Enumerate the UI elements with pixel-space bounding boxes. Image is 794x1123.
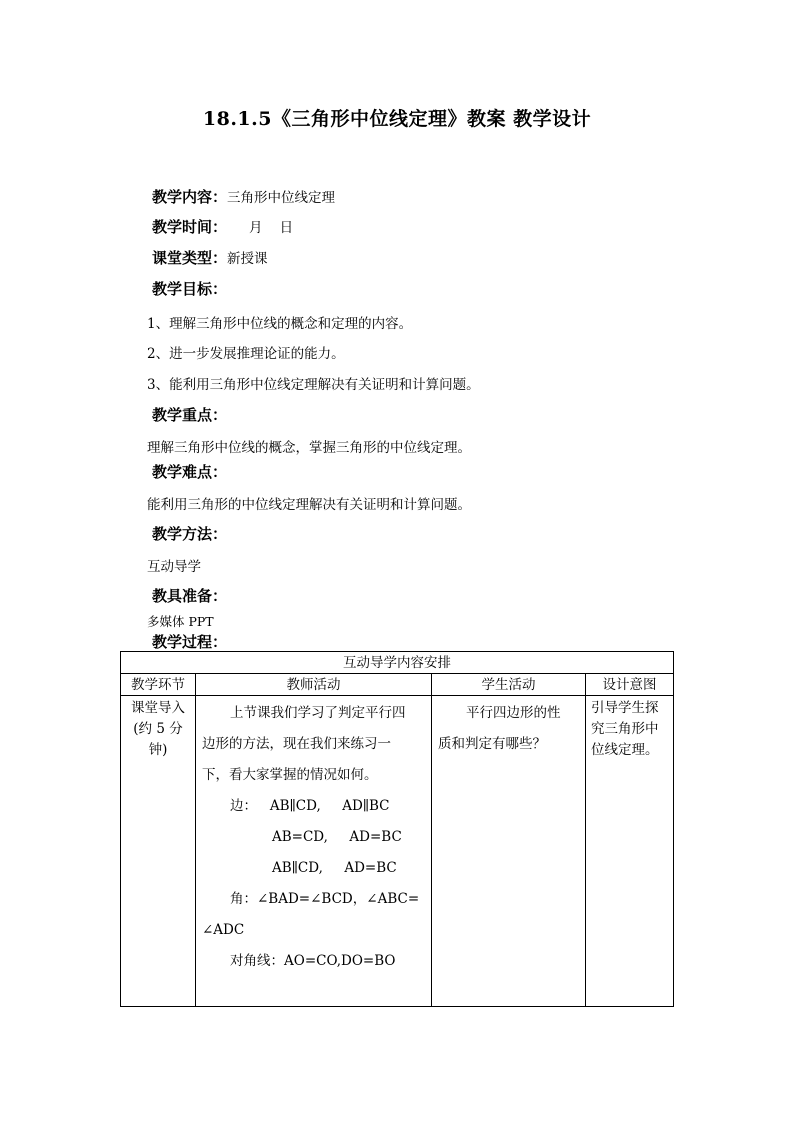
objectives-heading: 教学目标： (152, 280, 228, 298)
method-text: 互动导学 (147, 559, 201, 575)
tools-heading: 教具准备： (152, 587, 228, 605)
column-header: 教师活动 (196, 674, 432, 696)
type-value: 新授课 (227, 251, 268, 267)
design-intent-cell: 引导学生探究三角形中位线定理。 (586, 696, 674, 1007)
content-row (152, 186, 335, 207)
tools-text: 多媒体 PPT (147, 614, 214, 629)
teacher-line: 边形的方法，现在我们来练习一 (202, 736, 391, 752)
teacher-line: 对角线：AO=CO,DO=BO (230, 953, 396, 969)
content-label: 教学内容： (152, 188, 228, 206)
column-header: 教学环节 (121, 674, 196, 696)
teacher-line: AB=CD, AD=BC (272, 829, 402, 845)
objective-item: 1、理解三角形中位线的概念和定理的内容。 (147, 316, 413, 332)
objective-item: 3、能利用三角形中位线定理解决有关证明和计算问题。 (147, 377, 480, 393)
column-header: 学生活动 (432, 674, 586, 696)
table-row (121, 696, 674, 1007)
time-label: 教学时间： (152, 218, 228, 236)
type-label: 课堂类型： (152, 249, 228, 267)
difficulties-heading: 教学难点： (152, 463, 228, 481)
table-header-row (121, 674, 674, 696)
content-value: 三角形中位线定理 (227, 190, 336, 206)
difficulties-text: 能利用三角形的中位线定理解决有关证明和计算问题。 (147, 497, 471, 513)
teacher-line: 角：∠BAD=∠BCD，∠ABC= (230, 891, 420, 907)
student-line: 平行四边形的性 (466, 705, 561, 721)
teacher-line: AB∥CD, AD=BC (272, 860, 397, 876)
key-points-heading: 教学重点： (152, 406, 228, 424)
teacher-line: ∠ADC (202, 922, 245, 938)
time-value: 月 日 (249, 220, 294, 236)
student-activity-cell (432, 696, 586, 1007)
table-caption: 互动导学内容安排 (121, 652, 674, 674)
method-heading: 教学方法： (152, 525, 228, 543)
stage-cell: 课堂导入(约 5 分钟) (121, 696, 196, 1007)
teacher-line: 边： AB∥CD, AD∥BC (230, 798, 390, 814)
student-line: 质和判定有哪些？ (438, 736, 546, 752)
teacher-activity-cell (196, 696, 432, 1007)
type-row (152, 247, 268, 268)
process-heading: 教学过程： (152, 633, 228, 651)
document-title: 18.1.5《三角形中位线定理》教案 教学设计 (202, 108, 592, 130)
key-points-text: 理解三角形中位线的概念，掌握三角形的中位线定理。 (147, 440, 471, 456)
teacher-line: 上节课我们学习了判定平行四 (230, 705, 406, 721)
column-header: 设计意图 (586, 674, 674, 696)
time-row (152, 216, 293, 237)
table-caption-row (121, 652, 674, 674)
process-table (120, 651, 674, 1007)
teacher-line: 下，看大家掌握的情况如何。 (202, 767, 378, 783)
objective-item: 2、进一步发展推理论证的能力。 (147, 346, 345, 362)
